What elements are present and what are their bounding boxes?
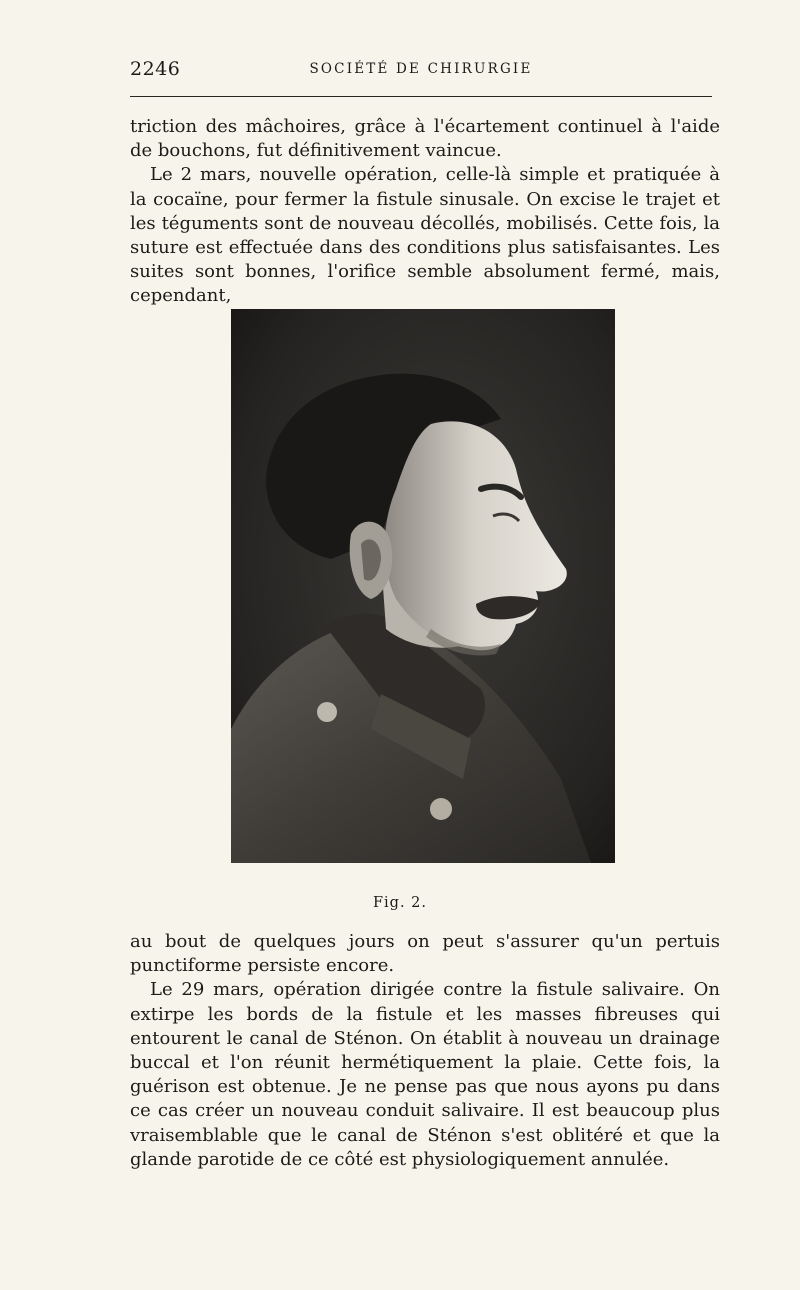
paragraph: au bout de quelques jours on peut s'assurer qu'un pertuis punctiforme persiste encore. [130, 931, 720, 977]
portrait-photo [231, 309, 615, 863]
paragraph: triction des mâchoires, grâce à l'écartement continuel à l'aide de bouchons, fut définitivement vaincue. [130, 116, 720, 162]
header-rule [130, 96, 712, 97]
page-header [130, 58, 712, 82]
paragraph: Le 29 mars, opération dirigée contre la fistule salivaire. On extirpe les bords de la fistule et les masses fibreuses qui entourent le canal de Sténon. On établit à nouveau un drainage buccal et l'on réunit hermétiquement la plaie. Cette fois, la guérison est obtenue. Je ne pense pas que nous ayons pu dans ce cas créer un nouveau conduit salivaire. Il est beaucoup plus vraisemblable que le canal de Sténon s'est oblitéré et que la glande parotide de ce côté est physiologiquement annulée. [130, 979, 720, 1170]
running-head: SOCIÉTÉ DE CHIRURGIE [309, 61, 533, 77]
figure-photograph [231, 309, 615, 863]
body-text-bottom [130, 930, 720, 1172]
body-text-top [130, 115, 720, 309]
paragraph: Le 2 mars, nouvelle opération, celle-là simple et pratiquée à la cocaïne, pour fermer la fistule sinusale. On excise le trajet et les téguments sont de nouveau décollés, mobilisés. Cette fois, la suture est effectuée dans des conditions plus satisfaisantes. Les suites sont bonnes, l'orifice semble absolument fermé, mais, cependant, [130, 164, 720, 307]
page-number: 2246 [130, 58, 181, 80]
figure-caption: Fig. 2. [372, 895, 428, 911]
